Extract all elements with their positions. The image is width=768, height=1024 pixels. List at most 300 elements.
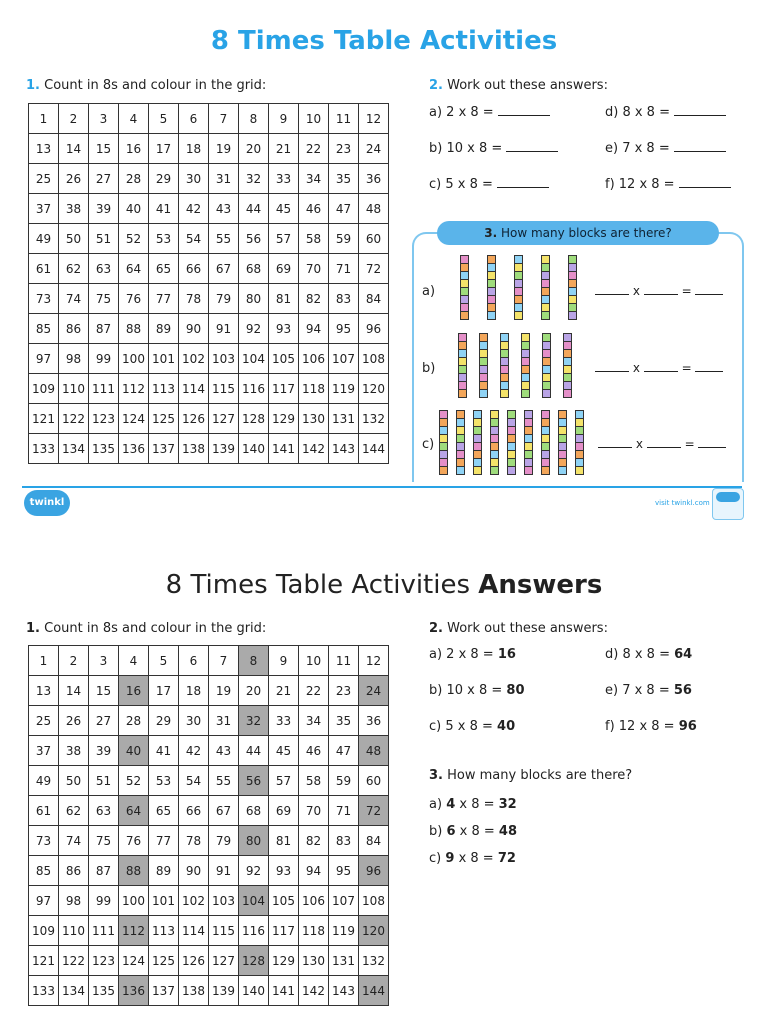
grid-cell[interactable]: 36 (359, 706, 389, 736)
grid-cell[interactable]: 78 (179, 826, 209, 856)
grid-cell[interactable]: 66 (179, 254, 209, 284)
grid-cell[interactable]: 8 (239, 104, 269, 134)
grid-cell[interactable]: 22 (299, 134, 329, 164)
grid-cell[interactable]: 55 (209, 766, 239, 796)
grid-cell[interactable]: 106 (299, 886, 329, 916)
grid-cell[interactable]: 120 (359, 916, 389, 946)
grid-cell[interactable]: 70 (299, 796, 329, 826)
grid-cell[interactable]: 140 (239, 434, 269, 464)
grid-cell[interactable]: 46 (299, 194, 329, 224)
grid-cell[interactable]: 134 (59, 434, 89, 464)
grid-cell[interactable]: 126 (179, 404, 209, 434)
grid-cell[interactable]: 129 (269, 404, 299, 434)
answer-blank[interactable] (679, 176, 731, 188)
answer-blank[interactable] (644, 361, 678, 372)
grid-cell[interactable]: 24 (359, 134, 389, 164)
grid-cell[interactable]: 76 (119, 284, 149, 314)
grid-cell[interactable]: 32 (239, 706, 269, 736)
grid-cell[interactable]: 4 (119, 104, 149, 134)
grid-cell[interactable]: 30 (179, 164, 209, 194)
grid-cell[interactable]: 116 (239, 916, 269, 946)
grid-cell[interactable]: 100 (119, 344, 149, 374)
grid-cell[interactable]: 99 (89, 886, 119, 916)
grid-cell[interactable]: 125 (149, 404, 179, 434)
grid-cell[interactable]: 54 (179, 224, 209, 254)
grid-cell[interactable]: 39 (89, 194, 119, 224)
grid-cell[interactable]: 16 (119, 676, 149, 706)
grid-cell[interactable]: 36 (359, 164, 389, 194)
grid-cell[interactable]: 82 (299, 284, 329, 314)
grid-cell[interactable]: 127 (209, 404, 239, 434)
grid-cell[interactable]: 44 (239, 194, 269, 224)
grid-cell[interactable]: 29 (149, 706, 179, 736)
grid-cell[interactable]: 128 (239, 946, 269, 976)
grid-cell[interactable]: 45 (269, 736, 299, 766)
grid-cell[interactable]: 53 (149, 766, 179, 796)
grid-cell[interactable]: 90 (179, 856, 209, 886)
grid-cell[interactable]: 28 (119, 706, 149, 736)
grid-cell[interactable]: 142 (299, 434, 329, 464)
grid-cell[interactable]: 101 (149, 344, 179, 374)
grid-cell[interactable]: 11 (329, 646, 359, 676)
grid-cell[interactable]: 12 (359, 104, 389, 134)
grid-cell[interactable]: 40 (119, 736, 149, 766)
grid-cell[interactable]: 10 (299, 646, 329, 676)
grid-cell[interactable]: 82 (299, 826, 329, 856)
grid-cell[interactable]: 106 (299, 344, 329, 374)
grid-cell[interactable]: 85 (29, 856, 59, 886)
grid-cell[interactable]: 25 (29, 164, 59, 194)
grid-cell[interactable]: 98 (59, 886, 89, 916)
grid-cell[interactable]: 66 (179, 796, 209, 826)
grid-cell[interactable]: 103 (209, 344, 239, 374)
grid-cell[interactable]: 125 (149, 946, 179, 976)
grid-cell[interactable]: 123 (89, 404, 119, 434)
answer-blank[interactable] (595, 284, 629, 295)
grid-cell[interactable]: 83 (329, 826, 359, 856)
grid-cell[interactable]: 118 (299, 916, 329, 946)
grid-cell[interactable]: 27 (89, 706, 119, 736)
grid-cell[interactable]: 44 (239, 736, 269, 766)
answer-blank[interactable] (644, 284, 678, 295)
grid-cell[interactable]: 109 (29, 916, 59, 946)
grid-cell[interactable]: 23 (329, 134, 359, 164)
grid-cell[interactable]: 130 (299, 404, 329, 434)
grid-cell[interactable]: 67 (209, 796, 239, 826)
grid-cell[interactable]: 119 (329, 916, 359, 946)
grid-cell[interactable]: 6 (179, 104, 209, 134)
grid-cell[interactable]: 91 (209, 314, 239, 344)
visit-link[interactable]: visit twinkl.com (655, 499, 710, 507)
grid-cell[interactable]: 97 (29, 886, 59, 916)
grid-cell[interactable]: 58 (299, 224, 329, 254)
grid-cell[interactable]: 33 (269, 164, 299, 194)
grid-cell[interactable]: 4 (119, 646, 149, 676)
answer-blank[interactable] (647, 437, 681, 448)
grid-cell[interactable]: 74 (59, 284, 89, 314)
grid-cell[interactable]: 64 (119, 796, 149, 826)
grid-cell[interactable]: 19 (209, 134, 239, 164)
grid-cell[interactable]: 128 (239, 404, 269, 434)
grid-cell[interactable]: 25 (29, 706, 59, 736)
grid-cell[interactable]: 72 (359, 796, 389, 826)
grid-cell[interactable]: 107 (329, 344, 359, 374)
grid-cell[interactable]: 10 (299, 104, 329, 134)
grid-cell[interactable]: 31 (209, 706, 239, 736)
answer-blank[interactable] (695, 284, 723, 295)
grid-cell[interactable]: 79 (209, 284, 239, 314)
grid-cell[interactable]: 79 (209, 826, 239, 856)
grid-cell[interactable]: 47 (329, 194, 359, 224)
grid-cell[interactable]: 23 (329, 676, 359, 706)
grid-cell[interactable]: 33 (269, 706, 299, 736)
grid-cell[interactable]: 124 (119, 946, 149, 976)
grid-cell[interactable]: 144 (359, 976, 389, 1006)
grid-cell[interactable]: 132 (359, 404, 389, 434)
grid-cell[interactable]: 132 (359, 946, 389, 976)
grid-cell[interactable]: 69 (269, 254, 299, 284)
grid-cell[interactable]: 112 (119, 374, 149, 404)
grid-cell[interactable]: 130 (299, 946, 329, 976)
grid-cell[interactable]: 131 (329, 946, 359, 976)
grid-cell[interactable]: 26 (59, 164, 89, 194)
grid-cell[interactable]: 73 (29, 826, 59, 856)
grid-cell[interactable]: 110 (59, 374, 89, 404)
grid-cell[interactable]: 21 (269, 134, 299, 164)
grid-cell[interactable]: 1 (29, 646, 59, 676)
grid-cell[interactable]: 135 (89, 976, 119, 1006)
grid-cell[interactable]: 60 (359, 224, 389, 254)
grid-cell[interactable]: 51 (89, 224, 119, 254)
grid-cell[interactable]: 26 (59, 706, 89, 736)
grid-cell[interactable]: 96 (359, 856, 389, 886)
grid-cell[interactable]: 57 (269, 224, 299, 254)
grid-cell[interactable]: 144 (359, 434, 389, 464)
grid-cell[interactable]: 139 (209, 434, 239, 464)
grid-cell[interactable]: 86 (59, 314, 89, 344)
grid-cell[interactable]: 127 (209, 946, 239, 976)
grid-cell[interactable]: 38 (59, 194, 89, 224)
grid-cell[interactable]: 113 (149, 374, 179, 404)
grid-cell[interactable]: 31 (209, 164, 239, 194)
grid-cell[interactable]: 129 (269, 946, 299, 976)
grid-cell[interactable]: 83 (329, 284, 359, 314)
grid-cell[interactable]: 78 (179, 284, 209, 314)
grid-cell[interactable]: 22 (299, 676, 329, 706)
grid-cell[interactable]: 141 (269, 434, 299, 464)
grid-cell[interactable]: 140 (239, 976, 269, 1006)
grid-cell[interactable]: 122 (59, 404, 89, 434)
grid-cell[interactable]: 112 (119, 916, 149, 946)
grid-cell[interactable]: 49 (29, 224, 59, 254)
grid-cell[interactable]: 43 (209, 194, 239, 224)
grid-cell[interactable]: 7 (209, 104, 239, 134)
grid-cell[interactable]: 46 (299, 736, 329, 766)
grid-cell[interactable]: 87 (89, 314, 119, 344)
grid-cell[interactable]: 77 (149, 284, 179, 314)
grid-cell[interactable]: 19 (209, 676, 239, 706)
grid-cell[interactable]: 48 (359, 194, 389, 224)
grid-cell[interactable]: 88 (119, 856, 149, 886)
grid-cell[interactable]: 111 (89, 374, 119, 404)
grid-cell[interactable]: 63 (89, 796, 119, 826)
grid-cell[interactable]: 30 (179, 706, 209, 736)
grid-cell[interactable]: 62 (59, 254, 89, 284)
grid-cell[interactable]: 86 (59, 856, 89, 886)
answer-blank[interactable] (498, 104, 550, 116)
grid-cell[interactable]: 77 (149, 826, 179, 856)
grid-cell[interactable]: 43 (209, 736, 239, 766)
grid-cell[interactable]: 61 (29, 254, 59, 284)
grid-cell[interactable]: 15 (89, 134, 119, 164)
grid-cell[interactable]: 96 (359, 314, 389, 344)
grid-cell[interactable]: 35 (329, 706, 359, 736)
grid-cell[interactable]: 20 (239, 134, 269, 164)
grid-cell[interactable]: 35 (329, 164, 359, 194)
grid-cell[interactable]: 55 (209, 224, 239, 254)
grid-cell[interactable]: 57 (269, 766, 299, 796)
grid-cell[interactable]: 17 (149, 134, 179, 164)
grid-cell[interactable]: 115 (209, 916, 239, 946)
grid-cell[interactable]: 37 (29, 736, 59, 766)
grid-cell[interactable]: 53 (149, 224, 179, 254)
grid-cell[interactable]: 32 (239, 164, 269, 194)
grid-cell[interactable]: 133 (29, 976, 59, 1006)
grid-cell[interactable]: 121 (29, 404, 59, 434)
grid-cell[interactable]: 42 (179, 736, 209, 766)
grid-cell[interactable]: 139 (209, 976, 239, 1006)
grid-cell[interactable]: 75 (89, 826, 119, 856)
grid-cell[interactable]: 138 (179, 976, 209, 1006)
grid-cell[interactable]: 109 (29, 374, 59, 404)
grid-cell[interactable]: 143 (329, 976, 359, 1006)
grid-cell[interactable]: 80 (239, 826, 269, 856)
grid-cell[interactable]: 11 (329, 104, 359, 134)
grid-cell[interactable]: 90 (179, 314, 209, 344)
grid-cell[interactable]: 84 (359, 826, 389, 856)
grid-cell[interactable]: 60 (359, 766, 389, 796)
answer-blank[interactable] (506, 140, 558, 152)
grid-cell[interactable]: 52 (119, 224, 149, 254)
grid-cell[interactable]: 70 (299, 254, 329, 284)
grid-cell[interactable]: 113 (149, 916, 179, 946)
grid-cell[interactable]: 6 (179, 646, 209, 676)
grid-cell[interactable]: 121 (29, 946, 59, 976)
grid-cell[interactable]: 117 (269, 916, 299, 946)
grid-cell[interactable]: 91 (209, 856, 239, 886)
grid-cell[interactable]: 28 (119, 164, 149, 194)
grid-cell[interactable]: 138 (179, 434, 209, 464)
grid-cell[interactable]: 14 (59, 134, 89, 164)
grid-cell[interactable]: 21 (269, 676, 299, 706)
grid-cell[interactable]: 18 (179, 134, 209, 164)
grid-cell[interactable]: 142 (299, 976, 329, 1006)
grid-cell[interactable]: 143 (329, 434, 359, 464)
grid-cell[interactable]: 137 (149, 434, 179, 464)
grid-cell[interactable]: 2 (59, 104, 89, 134)
answer-blank[interactable] (695, 361, 723, 372)
grid-cell[interactable]: 59 (329, 224, 359, 254)
grid-cell[interactable]: 14 (59, 676, 89, 706)
grid-cell[interactable]: 97 (29, 344, 59, 374)
grid-cell[interactable]: 61 (29, 796, 59, 826)
grid-cell[interactable]: 119 (329, 374, 359, 404)
grid-cell[interactable]: 41 (149, 194, 179, 224)
answer-blank[interactable] (674, 104, 726, 116)
grid-cell[interactable]: 38 (59, 736, 89, 766)
grid-cell[interactable]: 71 (329, 796, 359, 826)
grid-cell[interactable]: 81 (269, 284, 299, 314)
grid-cell[interactable]: 85 (29, 314, 59, 344)
grid-cell[interactable]: 5 (149, 646, 179, 676)
grid-cell[interactable]: 108 (359, 344, 389, 374)
grid-cell[interactable]: 115 (209, 374, 239, 404)
answer-blank[interactable] (598, 437, 632, 448)
grid-cell[interactable]: 67 (209, 254, 239, 284)
grid-cell[interactable]: 29 (149, 164, 179, 194)
grid-cell[interactable]: 107 (329, 886, 359, 916)
grid-cell[interactable]: 52 (119, 766, 149, 796)
grid-cell[interactable]: 12 (359, 646, 389, 676)
grid-cell[interactable]: 136 (119, 976, 149, 1006)
grid-cell[interactable]: 50 (59, 224, 89, 254)
grid-cell[interactable]: 56 (239, 224, 269, 254)
grid-cell[interactable]: 15 (89, 676, 119, 706)
grid-cell[interactable]: 124 (119, 404, 149, 434)
grid-cell[interactable]: 99 (89, 344, 119, 374)
grid-cell[interactable]: 133 (29, 434, 59, 464)
grid-cell[interactable]: 50 (59, 766, 89, 796)
grid-cell[interactable]: 100 (119, 886, 149, 916)
grid-cell[interactable]: 135 (89, 434, 119, 464)
grid-cell[interactable]: 141 (269, 976, 299, 1006)
grid-cell[interactable]: 104 (239, 344, 269, 374)
grid-cell[interactable]: 65 (149, 796, 179, 826)
grid-cell[interactable]: 120 (359, 374, 389, 404)
grid-cell[interactable]: 63 (89, 254, 119, 284)
grid-cell[interactable]: 89 (149, 314, 179, 344)
grid-cell[interactable]: 8 (239, 646, 269, 676)
grid-cell[interactable]: 5 (149, 104, 179, 134)
grid-cell[interactable]: 34 (299, 706, 329, 736)
grid-cell[interactable]: 92 (239, 314, 269, 344)
grid-cell[interactable]: 3 (89, 104, 119, 134)
grid-cell[interactable]: 93 (269, 856, 299, 886)
grid-cell[interactable]: 75 (89, 284, 119, 314)
grid-cell[interactable]: 104 (239, 886, 269, 916)
grid-cell[interactable]: 122 (59, 946, 89, 976)
grid-cell[interactable]: 95 (329, 314, 359, 344)
grid-cell[interactable]: 49 (29, 766, 59, 796)
grid-cell[interactable]: 9 (269, 104, 299, 134)
grid-cell[interactable]: 2 (59, 646, 89, 676)
grid-cell[interactable]: 131 (329, 404, 359, 434)
grid-cell[interactable]: 74 (59, 826, 89, 856)
grid-cell[interactable]: 42 (179, 194, 209, 224)
answer-blank[interactable] (674, 140, 726, 152)
grid-cell[interactable]: 81 (269, 826, 299, 856)
grid-cell[interactable]: 47 (329, 736, 359, 766)
grid-cell[interactable]: 48 (359, 736, 389, 766)
grid-cell[interactable]: 13 (29, 134, 59, 164)
grid-cell[interactable]: 72 (359, 254, 389, 284)
grid-cell[interactable]: 94 (299, 314, 329, 344)
grid-cell[interactable]: 58 (299, 766, 329, 796)
grid-cell[interactable]: 64 (119, 254, 149, 284)
grid-cell[interactable]: 98 (59, 344, 89, 374)
grid-cell[interactable]: 93 (269, 314, 299, 344)
grid-cell[interactable]: 54 (179, 766, 209, 796)
grid-cell[interactable]: 108 (359, 886, 389, 916)
grid-cell[interactable]: 40 (119, 194, 149, 224)
grid-cell[interactable]: 88 (119, 314, 149, 344)
grid-cell[interactable]: 94 (299, 856, 329, 886)
grid-cell[interactable]: 89 (149, 856, 179, 886)
grid-cell[interactable]: 1 (29, 104, 59, 134)
grid-cell[interactable]: 102 (179, 886, 209, 916)
grid-cell[interactable]: 37 (29, 194, 59, 224)
grid-cell[interactable]: 69 (269, 796, 299, 826)
grid-cell[interactable]: 45 (269, 194, 299, 224)
grid-cell[interactable]: 76 (119, 826, 149, 856)
grid-cell[interactable]: 126 (179, 946, 209, 976)
grid-cell[interactable]: 3 (89, 646, 119, 676)
grid-cell[interactable]: 24 (359, 676, 389, 706)
grid-cell[interactable]: 56 (239, 766, 269, 796)
grid-cell[interactable]: 62 (59, 796, 89, 826)
grid-cell[interactable]: 27 (89, 164, 119, 194)
grid-cell[interactable]: 123 (89, 946, 119, 976)
grid-cell[interactable]: 13 (29, 676, 59, 706)
answer-blank[interactable] (595, 361, 629, 372)
grid-cell[interactable]: 9 (269, 646, 299, 676)
grid-cell[interactable]: 7 (209, 646, 239, 676)
grid-cell[interactable]: 18 (179, 676, 209, 706)
grid-cell[interactable]: 105 (269, 886, 299, 916)
grid-cell[interactable]: 71 (329, 254, 359, 284)
grid-cell[interactable]: 116 (239, 374, 269, 404)
grid-cell[interactable]: 103 (209, 886, 239, 916)
grid-cell[interactable]: 41 (149, 736, 179, 766)
grid-cell[interactable]: 65 (149, 254, 179, 284)
grid-cell[interactable]: 105 (269, 344, 299, 374)
grid-cell[interactable]: 34 (299, 164, 329, 194)
grid-cell[interactable]: 51 (89, 766, 119, 796)
grid-cell[interactable]: 17 (149, 676, 179, 706)
grid-cell[interactable]: 68 (239, 254, 269, 284)
grid-cell[interactable]: 87 (89, 856, 119, 886)
grid-cell[interactable]: 95 (329, 856, 359, 886)
answer-blank[interactable] (497, 176, 549, 188)
grid-cell[interactable]: 39 (89, 736, 119, 766)
grid-cell[interactable]: 114 (179, 916, 209, 946)
grid-cell[interactable]: 73 (29, 284, 59, 314)
grid-cell[interactable]: 134 (59, 976, 89, 1006)
grid-cell[interactable]: 84 (359, 284, 389, 314)
grid-cell[interactable]: 137 (149, 976, 179, 1006)
grid-cell[interactable]: 101 (149, 886, 179, 916)
grid-cell[interactable]: 114 (179, 374, 209, 404)
grid-cell[interactable]: 117 (269, 374, 299, 404)
grid-cell[interactable]: 110 (59, 916, 89, 946)
grid-cell[interactable]: 102 (179, 344, 209, 374)
grid-cell[interactable]: 59 (329, 766, 359, 796)
grid-cell[interactable]: 111 (89, 916, 119, 946)
grid-cell[interactable]: 80 (239, 284, 269, 314)
grid-cell[interactable]: 68 (239, 796, 269, 826)
grid-cell[interactable]: 20 (239, 676, 269, 706)
grid-cell[interactable]: 92 (239, 856, 269, 886)
